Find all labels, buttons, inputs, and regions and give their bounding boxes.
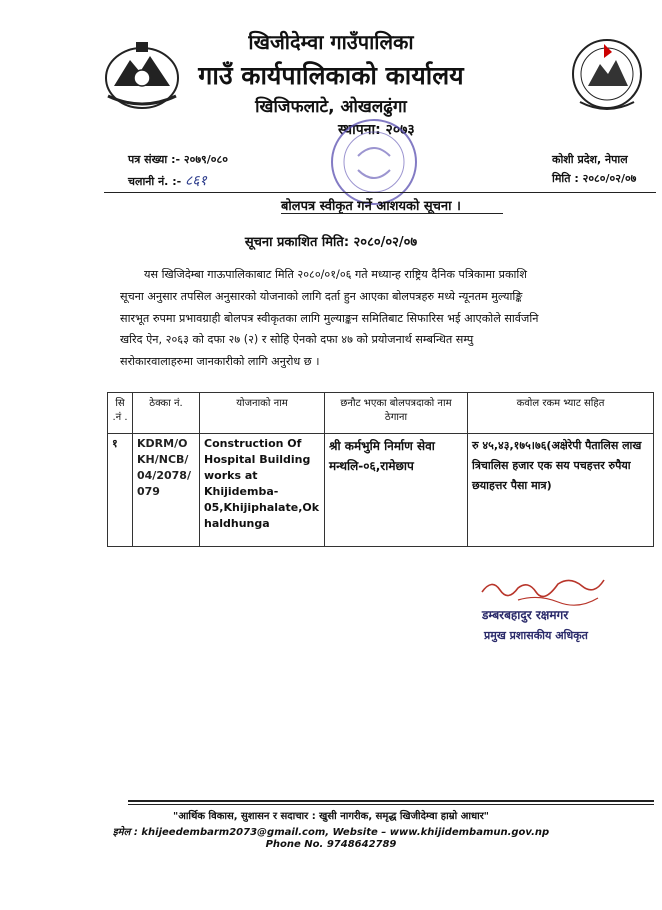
bid-table [107, 392, 654, 547]
office-title: गाउँ कार्यपालिकाको कार्यालय [198, 61, 464, 90]
cell-bidder: श्री कर्मभुमि निर्माण सेवा मन्थलि-०६,रामेछाप [325, 434, 468, 547]
dispatch-label: चलानी नं. :- [128, 175, 182, 188]
cell-contract: KDRM/O KH/NCB/ 04/2078/ 079 [133, 434, 200, 547]
dispatch-number [128, 171, 207, 190]
header-divider [104, 192, 656, 193]
office-address: खिजिफलाटे, ओखलढुंगा [255, 97, 407, 117]
col-project: योजनाको नाम [200, 393, 325, 434]
col-sn: सि .नं . [108, 393, 133, 434]
notice-title: बोलपत्र स्वीकृत गर्ने आशयको सूचना । [281, 199, 461, 214]
notice-underline [281, 213, 503, 214]
col-amount: कवोल रकम भ्याट सहित [468, 393, 654, 434]
cell-sn: १ [108, 434, 133, 547]
establishment-year: स्थापना: २०७३ [338, 122, 415, 138]
footer-divider [128, 800, 654, 802]
footer-divider-thin [128, 804, 654, 805]
dispatch-value: ८६१ [185, 173, 207, 189]
publish-date: सूचना प्रकाशित मिति: २०८०/०२/०७ [244, 235, 418, 250]
signatory-title: प्रमुख प्रशासकीय अधिकृत [484, 629, 588, 642]
province-label: कोशी प्रदेश, नेपाल [552, 153, 628, 166]
body-line: खरिद ऐन, २०६३ को दफा २७ (२) र सोहि ऐनको दफा ४७ को प्रयोजनार्थ सम्बन्धित सम्पु [120, 333, 474, 347]
col-bidder: छनौट भएका बोलपत्रदाको नाम ठेगाना [325, 393, 468, 434]
cell-amount: रु ४५,४३,१७५।७६(अक्षेरेपी पैतालिस लाख त्रिचालिस हजार एक सय पचहत्तर रुपैया छयाहत्तर पैसा मात्र) [468, 434, 654, 547]
body-line: सूचना अनुसार तपसिल अनुसारको योजनाको लागि दर्ता हुन आएका बोलपत्रहरु मध्ये न्यूनतम मुल्याङ्कि [120, 289, 523, 303]
footer-phone: Phone No. 9748642789 [265, 839, 397, 850]
col-contract: ठेक्का नं. [133, 393, 200, 434]
notice-body [120, 264, 660, 373]
cell-project: Construction Of Hospital Building works at Khijidemba-05,Khijiphalate,Okhaldhunga [200, 434, 325, 547]
footer-motto: "आर्थिक विकास, सुशासन र सदाचार : खुसी नागरीक, समृद्ध खिजीदेम्वा हाम्रो आधार" [172, 811, 489, 822]
signatory-name: डम्बरबहादुर रक्षमगर [482, 608, 569, 622]
office-name: खिजीदेम्वा गाउँपालिका [248, 30, 414, 54]
body-line: यस खिजिदेम्बा गाऊपालिकाबाट मिति २०८०/०१/०६ गते मध्यान्ह राष्ट्रिय दैनिक पत्रिकामा प्रकाशि [144, 268, 527, 281]
table-header-row [108, 393, 654, 434]
office-stamp-icon [328, 116, 420, 208]
letter-date: मिति : २०८०/०२/०७ [552, 172, 637, 185]
footer-contact: इमेल : khijeedembarm2073@gmail.com, Website – www.khijidembamun.gov.np [112, 827, 550, 838]
body-line: सरोकारवालाहरुमा जानकारीको लागि अनुरोध छ । [120, 355, 320, 369]
body-line: सारभूत रुपमा प्रभावग्राही बोलपत्र स्वीकृतका लागि मुल्याङ्कन समितिबाट सिफारिस भई आएकोले सार्वजनि [120, 311, 539, 325]
letter-number: पत्र संख्या :- २०७९/०८० [128, 153, 228, 166]
table-row [108, 434, 654, 547]
